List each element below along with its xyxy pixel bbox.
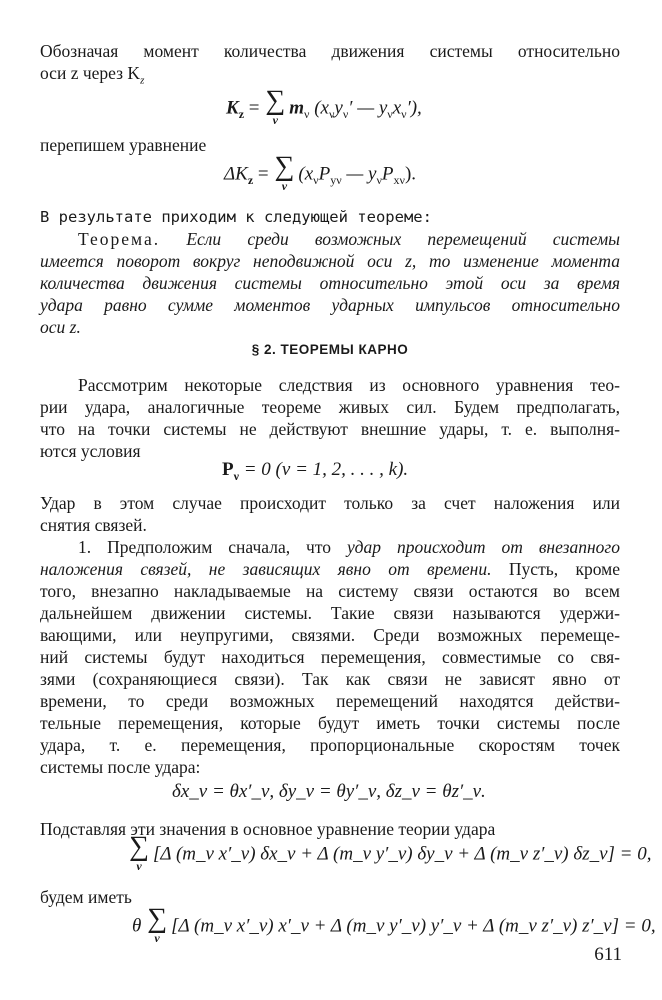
text-line: тельные перемещения, которые будут иметь точки системы после xyxy=(40,713,620,733)
text-line: того, внезапно накладываемые на систему связи остаются во всем xyxy=(40,581,620,601)
text-line: В результате приходим к следующей теореме: xyxy=(40,208,432,226)
text-line: перепишем уравнение xyxy=(40,135,207,155)
text-line: зями (сохраняющиеся связи). Так как связи не зависят явно от xyxy=(40,669,620,689)
page-number: 611 xyxy=(594,944,622,965)
text-line: наложения связей, не зависящих явно от времени. Пусть, кроме xyxy=(40,559,621,579)
text-line: ний системы будут находиться перемещения, совместимые со свя- xyxy=(40,647,620,667)
theorem-line: оси z. xyxy=(40,317,81,337)
text-line: оси z через $K_z$ xyxy=(40,63,145,87)
sum-symbol: ∑ ν xyxy=(147,903,168,945)
sum-symbol: ∑ ν xyxy=(129,831,149,873)
text-line: будем иметь xyxy=(40,887,132,907)
text-line: времени, то среди возможных перемещений находятся действи- xyxy=(40,691,620,711)
sum-symbol: ∑ ν xyxy=(265,85,286,127)
text-line: Обозначая момент количества движения системы относительно xyxy=(40,41,620,61)
formula-virtual-displacements: δx_ν = θx′_ν, δy_ν = θy′_ν, δz_ν = θz′_ν. xyxy=(172,781,486,802)
formula-no-external-impulses: $P_\nu = 0$ (ν = 1, 2, . . . , k). xyxy=(222,459,409,483)
text-line: Рассмотрим некоторые следствия из основного уравнения тео- xyxy=(78,375,620,395)
text-line: 1. Предположим сначала, что удар происходит от внезапного xyxy=(78,537,620,557)
theorem-line: количества движения системы относительно этой оси за время xyxy=(40,273,620,293)
theorem-line: Теорема. Если среди возможных перемещений системы xyxy=(78,229,620,249)
text-line: что на точки системы не действуют внешние удары, т. е. выполня- xyxy=(40,419,620,439)
text-line: дальнейшем движении системы. Такие связи называются удержи- xyxy=(40,603,620,623)
text-line: ются условия xyxy=(40,441,141,461)
text-line: системы после удара: xyxy=(40,757,201,777)
text-line: снятия связей. xyxy=(40,515,147,535)
book-page xyxy=(40,30,656,970)
section-heading: § 2. ТЕОРЕМЫ КАРНО xyxy=(251,342,409,357)
text-line: Удар в этом случае происходит только за счет наложения или xyxy=(40,493,620,513)
formula-momentum-change: $\Delta K_z$ = ∑ ν ($x_\nu P_{y\nu}$ — $y_\nu P_{x\nu}$). xyxy=(224,151,417,193)
sum-symbol: ∑ ν xyxy=(274,151,295,193)
text-line: удара, т. е. перемещения, пропорциональные скоростям точек xyxy=(40,735,620,755)
theorem-line: удара равно сумме моментов ударных импульсов относительно xyxy=(40,295,620,315)
formula-result-equation: θ ∑ ν [Δ (m_ν x′_ν) x′_ν + Δ (m_ν y′_ν) y′_ν + Δ (m_ν z′_ν) z′_ν] = 0, xyxy=(132,903,656,945)
text-line: Подставляя эти значения в основное уравнение теории удара xyxy=(40,819,496,839)
text-line: вающими, или неупругими, связями. Среди возможных перемеще- xyxy=(40,625,620,645)
formula-impact-equation: ∑ ν [Δ (m_ν x′_ν) δx_ν + Δ (m_ν y′_ν) δy_ν + Δ (m_ν z′_ν) δz_ν] = 0, xyxy=(129,831,652,873)
text-line: рии удара, аналогичные теореме живых сил. Будем предполагать, xyxy=(40,397,620,417)
formula-angular-momentum: $K_z$ = ∑ ν $m_\nu$ ($x_\nu y_\nu'$ — $y_\nu x_\nu'$), xyxy=(226,85,422,127)
theorem-line: имеется поворот вокруг неподвижной оси z, то изменение момента xyxy=(40,251,620,271)
